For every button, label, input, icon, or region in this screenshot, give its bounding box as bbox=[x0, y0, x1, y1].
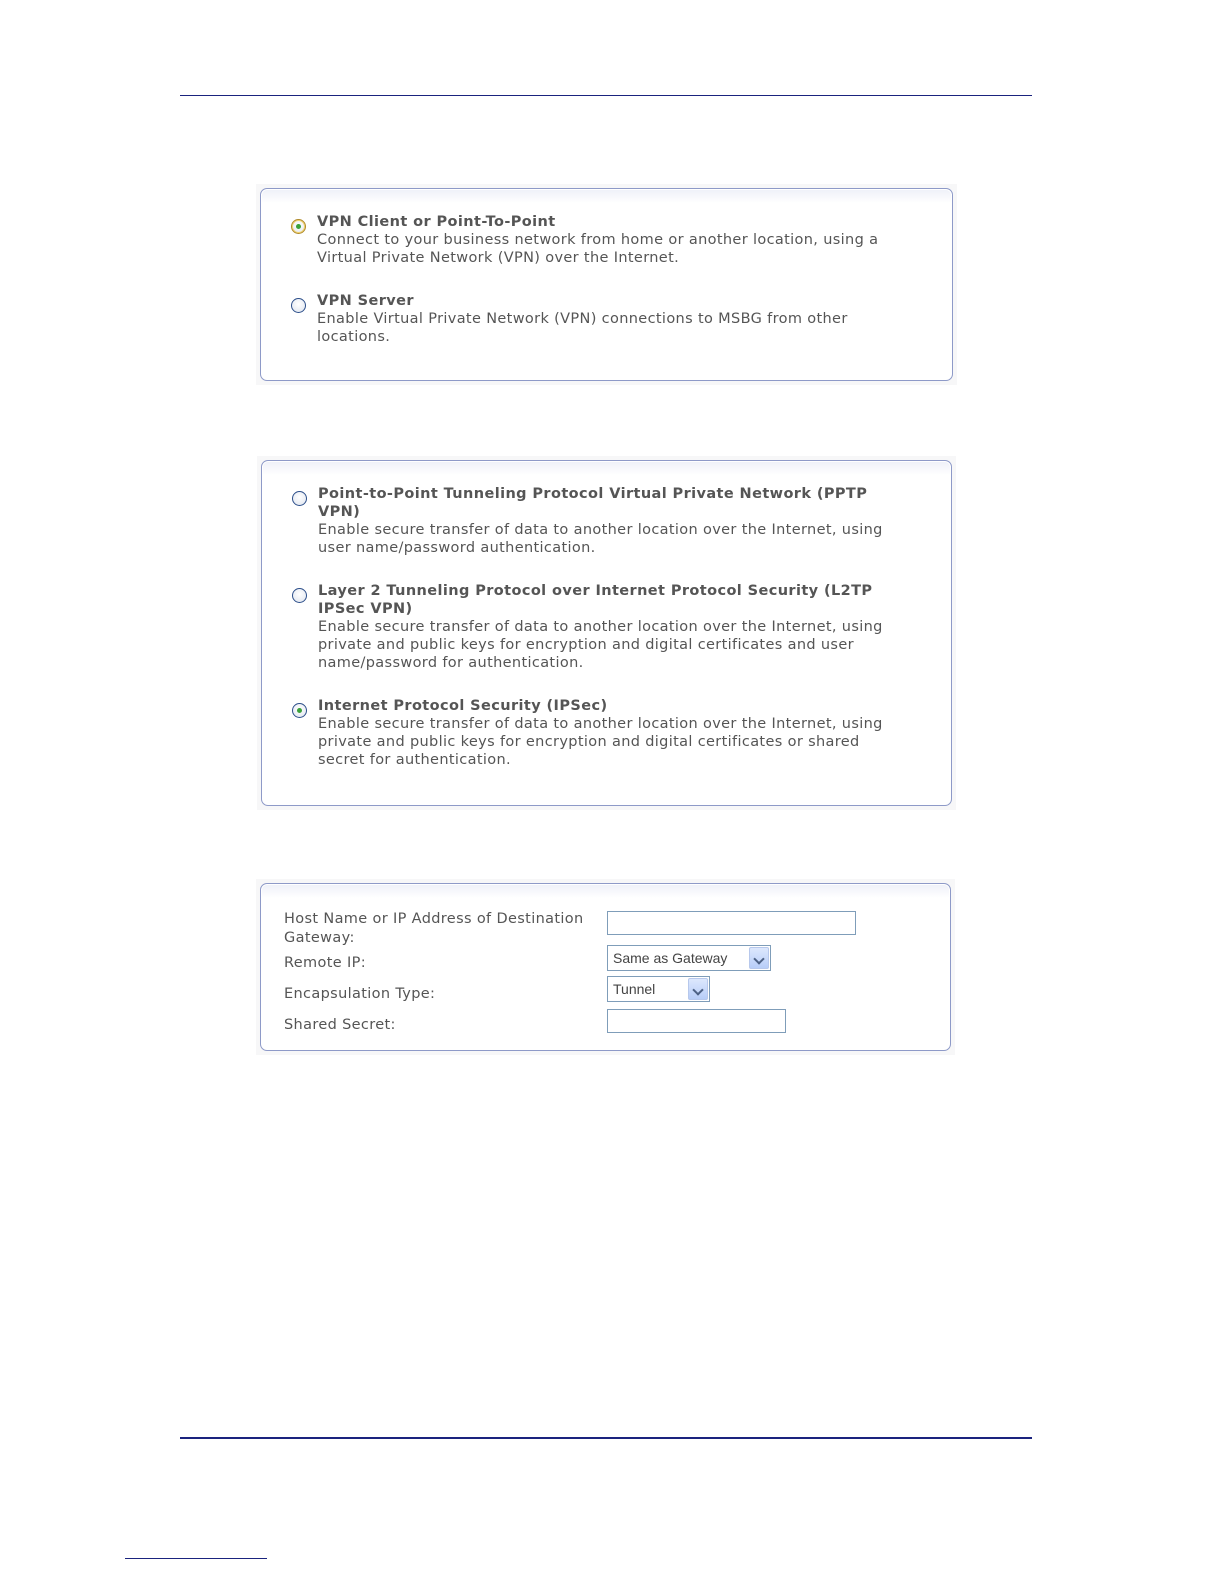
ipsec-settings-panel bbox=[256, 879, 955, 1055]
pptp-title-2: VPN) bbox=[318, 504, 361, 520]
ipsec-desc-3: secret for authentication. bbox=[318, 752, 511, 768]
vpn-client-desc-2: Virtual Private Network (VPN) over the Internet. bbox=[317, 250, 680, 266]
l2tp-desc-2: private and public keys for encryption and digital certificates and user bbox=[318, 637, 854, 653]
host-input[interactable] bbox=[607, 911, 856, 935]
l2tp-desc-3: name/password for authentication. bbox=[318, 655, 584, 671]
encap-value: Tunnel bbox=[613, 981, 656, 997]
secret-label: Shared Secret: bbox=[284, 1017, 396, 1033]
ipsec-radio[interactable] bbox=[292, 703, 307, 718]
header-rule bbox=[180, 95, 1032, 96]
remote-ip-label: Remote IP: bbox=[284, 955, 366, 971]
vpn-server-title: VPN Server bbox=[317, 293, 414, 309]
vpn-client-desc-1: Connect to your business network from home or another location, using a bbox=[317, 232, 879, 248]
remote-ip-value: Same as Gateway bbox=[613, 950, 728, 966]
remote-ip-select[interactable] bbox=[607, 945, 771, 971]
chevron-down-icon[interactable] bbox=[688, 978, 708, 1000]
host-label-1: Host Name or IP Address of Destination bbox=[284, 911, 584, 927]
vpn-client-radio[interactable] bbox=[291, 219, 306, 234]
host-label-2: Gateway: bbox=[284, 930, 355, 946]
footer-rule bbox=[180, 1437, 1032, 1439]
ipsec-title: Internet Protocol Security (IPSec) bbox=[318, 698, 608, 714]
pptp-title-1: Point-to-Point Tunneling Protocol Virtual Private Network (PPTP bbox=[318, 486, 868, 502]
l2tp-radio[interactable] bbox=[292, 588, 307, 603]
l2tp-title-1: Layer 2 Tunneling Protocol over Internet Protocol Security (L2TP bbox=[318, 583, 873, 599]
chevron-down-icon[interactable] bbox=[749, 947, 769, 969]
vpn-client-title: VPN Client or Point-To-Point bbox=[317, 214, 556, 230]
ipsec-desc-2: private and public keys for encryption and digital certificates or shared bbox=[318, 734, 860, 750]
vpn-server-desc-2: locations. bbox=[317, 329, 391, 345]
vpn-mode-panel bbox=[256, 184, 957, 385]
vpn-server-radio[interactable] bbox=[291, 298, 306, 313]
secret-input[interactable] bbox=[607, 1009, 786, 1033]
pptp-desc-2: user name/password authentication. bbox=[318, 540, 596, 556]
pptp-desc-1: Enable secure transfer of data to another location over the Internet, using bbox=[318, 522, 883, 538]
l2tp-desc-1: Enable secure transfer of data to another location over the Internet, using bbox=[318, 619, 883, 635]
encap-select[interactable] bbox=[607, 976, 710, 1002]
vpn-server-desc-1: Enable Virtual Private Network (VPN) connections to MSBG from other bbox=[317, 311, 848, 327]
encap-label: Encapsulation Type: bbox=[284, 986, 436, 1002]
protocol-panel bbox=[257, 456, 956, 810]
footnote-rule bbox=[125, 1558, 267, 1559]
pptp-radio[interactable] bbox=[292, 491, 307, 506]
ipsec-desc-1: Enable secure transfer of data to another location over the Internet, using bbox=[318, 716, 883, 732]
l2tp-title-2: IPSec VPN) bbox=[318, 601, 413, 617]
